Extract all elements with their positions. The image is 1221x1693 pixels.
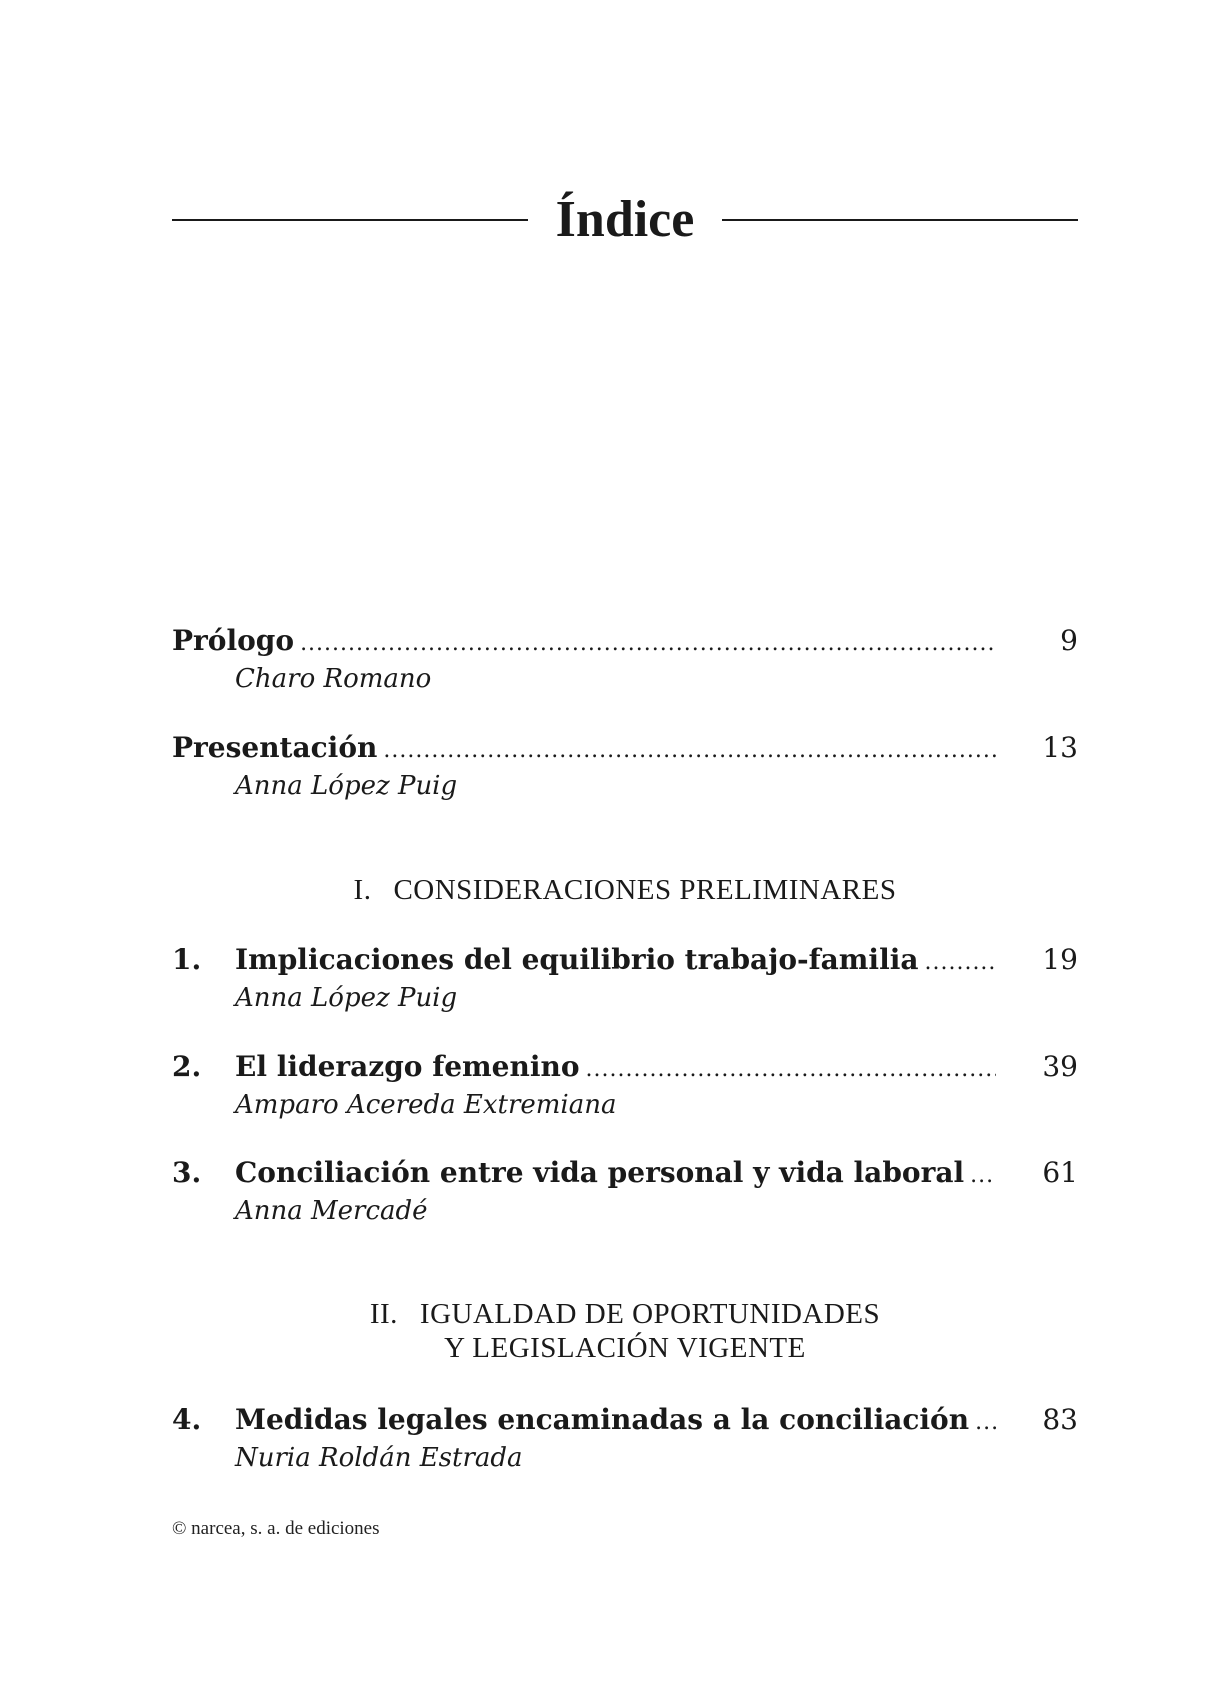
title-rule-left xyxy=(172,219,528,221)
toc-page-number: 13 xyxy=(1042,731,1078,764)
toc-entry-author: Anna Mercadé xyxy=(235,1196,428,1226)
copyright-footer: © narcea, s. a. de ediciones xyxy=(172,1518,380,1539)
section-title-line: CONSIDERACIONES PRELIMINARES xyxy=(393,874,897,906)
toc-entry-prologo[interactable] xyxy=(172,624,1078,695)
section-roman-numeral: II. xyxy=(369,1298,398,1330)
toc-entry-label: Presentación xyxy=(172,731,378,764)
toc-chapter-number: 1. xyxy=(172,943,202,976)
title-row xyxy=(172,180,1078,260)
toc-page-number: 39 xyxy=(1042,1050,1078,1083)
toc-chapter-number: 4. xyxy=(172,1403,202,1436)
toc-entry-label: Conciliación entre vida personal y vida laboral xyxy=(235,1156,965,1189)
toc-leader-dots xyxy=(975,1406,996,1440)
section-title-line: IGUALDAD DE OPORTUNIDADES xyxy=(419,1298,881,1330)
toc-entry-label: Medidas legales encaminadas a la conciliación xyxy=(235,1403,970,1436)
toc-leader-dots xyxy=(383,734,996,768)
toc-entry-author: Charo Romano xyxy=(235,664,432,694)
toc-page-number: 61 xyxy=(1042,1156,1078,1189)
section-heading-1 xyxy=(172,873,1078,907)
toc-entry-author: Anna López Puig xyxy=(235,983,458,1013)
toc-entry-chapter-1[interactable] xyxy=(172,943,1078,1014)
toc-entry-chapter-3[interactable] xyxy=(172,1156,1078,1227)
toc-chapter-number: 2. xyxy=(172,1050,202,1083)
section-heading-2 xyxy=(172,1297,1078,1365)
toc-page-number: 9 xyxy=(1060,624,1078,657)
section-roman-numeral: I. xyxy=(353,874,372,906)
toc-entry-author: Nuria Roldán Estrada xyxy=(235,1443,523,1473)
section-title-line: Y LEGISLACIÓN VIGENTE xyxy=(444,1332,806,1364)
toc-entry-presentacion[interactable] xyxy=(172,731,1078,802)
toc-entry-author: Anna López Puig xyxy=(235,771,458,801)
toc-leader-dots xyxy=(586,1053,996,1087)
title-rule-right xyxy=(722,219,1078,221)
toc-page-number: 19 xyxy=(1042,943,1078,976)
toc-entry-label: Implicaciones del equilibrio trabajo-familia xyxy=(235,943,919,976)
toc-entry-chapter-4[interactable] xyxy=(172,1403,1078,1474)
toc-entry-label: Prólogo xyxy=(172,624,295,657)
toc-entry-author: Amparo Acereda Extremiana xyxy=(235,1090,617,1120)
toc-chapter-number: 3. xyxy=(172,1156,202,1189)
toc-leader-dots xyxy=(970,1159,996,1193)
toc-entry-chapter-2[interactable] xyxy=(172,1050,1078,1121)
toc-entry-label: El liderazgo femenino xyxy=(235,1050,580,1083)
toc-leader-dots xyxy=(924,946,996,980)
page-title: Índice xyxy=(555,191,695,248)
toc-page-number: 83 xyxy=(1042,1403,1078,1436)
toc-leader-dots xyxy=(300,627,996,661)
